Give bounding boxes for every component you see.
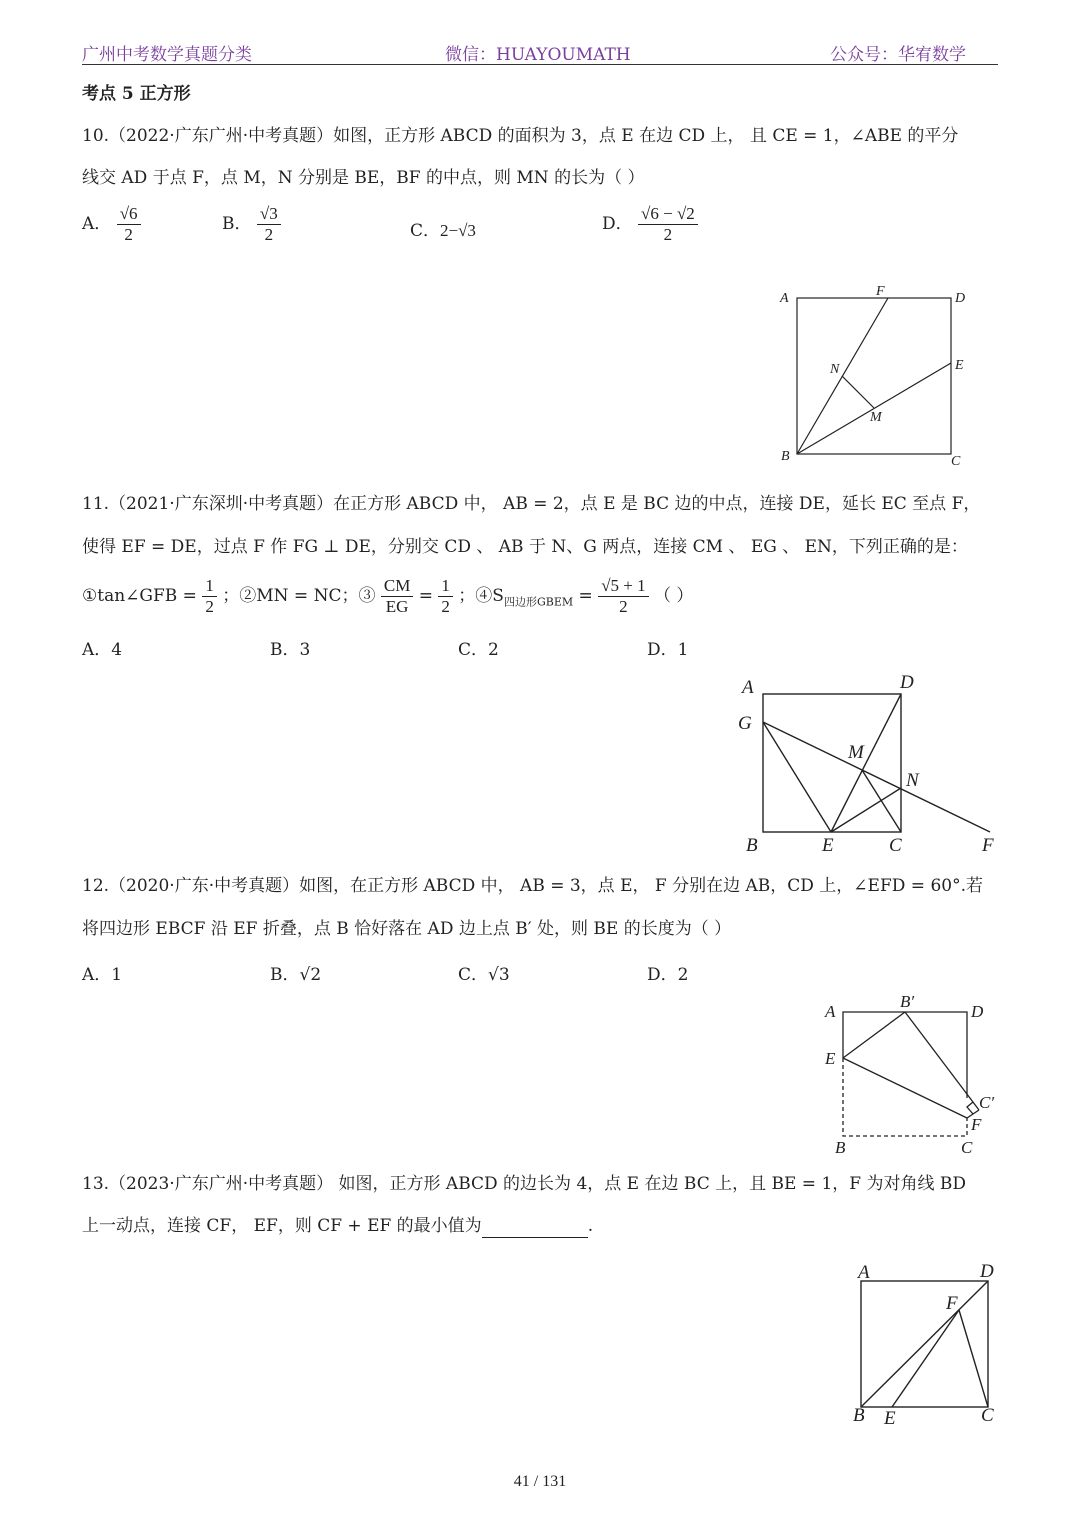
q11-line2: 使得 EF = DE，过点 F 作 FG ⊥ DE，分别交 CD 、 AB 于 N、G 两点，连接 CM 、 EG 、 EN，下列正确的是： xyxy=(82,537,968,557)
q11-option-a[interactable]: A．4 xyxy=(82,640,123,660)
q12-right-angle xyxy=(967,1102,973,1114)
q11-figure xyxy=(730,670,1010,860)
q11-option-d[interactable]: D．1 xyxy=(647,640,689,660)
q13-answer-blank[interactable] xyxy=(482,1219,588,1238)
q13-figure xyxy=(840,1255,1010,1435)
q11-label-c: C xyxy=(889,835,902,856)
page-number: 41 / 131 xyxy=(513,1473,567,1490)
q12-label-c: C xyxy=(961,1138,973,1157)
header-right: 公众号：华宥数学 xyxy=(830,45,966,65)
q10-option-a[interactable]: A． $\frac{√6}{2}$ xyxy=(82,204,141,245)
q10-label-b: B xyxy=(781,449,790,464)
q12-line2: 将四边形 EBCF 沿 EF 折叠，点 B 恰好落在 AD 边上点 B′ 处，则 BE 的长度为（ ） xyxy=(82,919,732,939)
q13-label-f: F xyxy=(946,1293,958,1314)
q10-label-d: D xyxy=(955,291,966,306)
q13-segment-cf xyxy=(959,1310,988,1407)
q12-label-a: A xyxy=(825,1002,836,1021)
q10-label-n: N xyxy=(830,362,840,377)
q13-label-d: D xyxy=(980,1261,994,1282)
q13-label-e: E xyxy=(884,1408,896,1429)
section-title: 考点 5 正方形 xyxy=(82,84,191,104)
q10-label-e: E xyxy=(955,358,964,373)
q13-label-c: C xyxy=(981,1405,994,1426)
header-center: 微信：HUAYOUMATH xyxy=(445,45,631,65)
q11-option-c[interactable]: C．2 xyxy=(458,640,499,660)
q11-label-a: A xyxy=(742,677,754,698)
q10-line2: 线交 AD 于点 F，点 M，N 分别是 BE，BF 的中点，则 MN 的长为（ ） xyxy=(82,168,645,188)
q12-option-a[interactable]: A．1 xyxy=(82,965,123,985)
q13-label-a: A xyxy=(858,1262,870,1283)
q11-line3: ①tan∠GFB = $\frac{1}{2}$ ；②MN = NC；③ $\frac{CM}{EG}$ = $\frac{1}{2}$ ；$④S_{四边形GBEM}$ = $\frac{√5 + 1}{2}$ （ ） xyxy=(82,576,694,616)
header-divider xyxy=(82,64,998,65)
q11-label-g: G xyxy=(738,713,752,734)
q10-figure xyxy=(770,280,980,470)
q10-label-a: A xyxy=(780,291,789,306)
q12-option-b[interactable]: B．√2 xyxy=(270,965,322,985)
q13-segment-ef xyxy=(892,1310,959,1407)
q11-label-b: B xyxy=(746,835,758,856)
q11-label-m: M xyxy=(848,742,864,763)
q10-option-b[interactable]: B． $\frac{√3}{2}$ xyxy=(222,204,281,245)
q10-segment-nm xyxy=(842,376,874,408)
q13-line1: 13.（2023·广东广州·中考真题） 如图，正方形 ABCD 的边长为 4，点 E 在边 BC 上，且 BE = 1，F 为对角线 BD xyxy=(82,1174,966,1194)
q13-line2: 上一动点，连接 CF， EF，则 CF + EF 的最小值为 . xyxy=(82,1216,594,1236)
q11-line1: 11.（2021·广东深圳·中考真题）在正方形 ABCD 中， AB = 2，点 E 是 BC 边的中点，连接 DE，延长 EC 至点 F， xyxy=(82,494,981,514)
header-left: 广州中考数学真题分类 xyxy=(82,45,252,65)
q11-segment-de xyxy=(831,694,901,832)
q11-square xyxy=(763,694,901,832)
q10-label-c: C xyxy=(951,454,961,469)
q12-segment-bpcp xyxy=(905,1012,979,1110)
q11-label-e: E xyxy=(822,835,834,856)
q10-segment-be xyxy=(797,363,951,454)
q10-option-c[interactable]: C．2−√3 xyxy=(410,221,476,241)
q12-segment-ebp xyxy=(843,1012,905,1058)
q12-label-f: F xyxy=(971,1115,982,1134)
q12-segment-ef xyxy=(843,1058,967,1118)
q12-option-d[interactable]: D．2 xyxy=(647,965,689,985)
q10-label-m: M xyxy=(870,410,882,425)
q12-label-e: E xyxy=(825,1049,836,1068)
q10-label-f: F xyxy=(876,284,885,299)
q13-label-b: B xyxy=(853,1405,865,1426)
q11-label-d: D xyxy=(900,672,914,693)
q12-label-bprime: B′ xyxy=(900,992,915,1011)
q12-label-cprime: C′ xyxy=(979,1093,995,1112)
q11-label-f: F xyxy=(982,835,994,856)
q10-line1: 10.（2022·广东广州·中考真题）如图，正方形 ABCD 的面积为 3，点 E 在边 CD 上， 且 CE = 1，∠ABE 的平分 xyxy=(82,126,959,146)
q10-option-d[interactable]: D． $\frac{√6 - √2}{2}$ xyxy=(602,204,698,245)
q12-square-top xyxy=(843,1012,967,1098)
q11-label-n: N xyxy=(906,770,919,791)
q11-option-b[interactable]: B．3 xyxy=(270,640,311,660)
q12-option-c[interactable]: C．√3 xyxy=(458,965,510,985)
q12-line1: 12.（2020·广东·中考真题）如图，在正方形 ABCD 中， AB = 3，点 E， F 分别在边 AB，CD 上，∠EFD = 60°.若 xyxy=(82,876,983,896)
q12-label-b: B xyxy=(835,1138,846,1157)
q12-figure xyxy=(815,990,1005,1160)
q12-label-d: D xyxy=(971,1002,984,1021)
